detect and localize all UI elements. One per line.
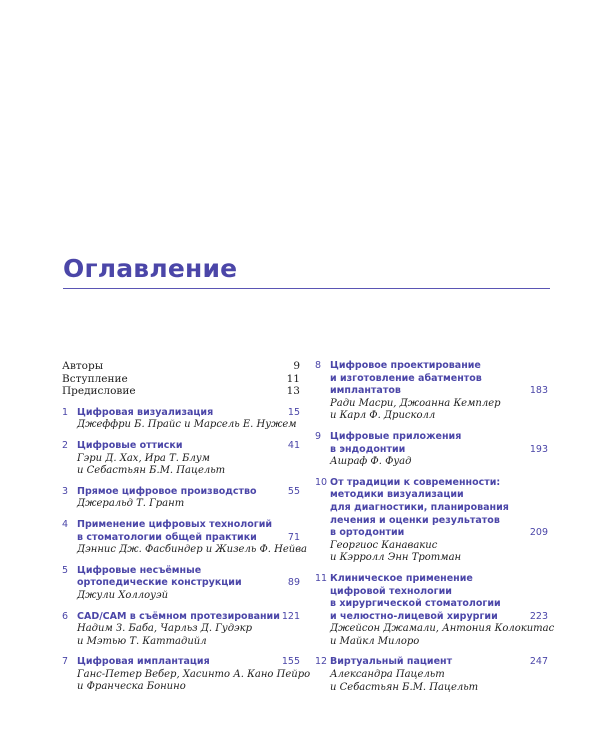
chapter-list-left bbox=[62, 406, 311, 694]
chapter-list-right bbox=[315, 360, 555, 694]
chapter-authors-line: Ашраф Ф. Фуад bbox=[330, 456, 412, 468]
toc-chapter-7[interactable] bbox=[62, 656, 311, 694]
chapter-page-number: 41 bbox=[287, 439, 300, 451]
chapter-body bbox=[77, 440, 274, 478]
front-matter-label: Авторы bbox=[62, 360, 104, 372]
chapter-authors-line: и Мэтью Т. Каттадийл bbox=[77, 635, 207, 647]
chapter-title-line: для диагностики, планирования bbox=[330, 501, 509, 513]
chapter-title bbox=[77, 440, 274, 453]
chapter-page-number: 209 bbox=[529, 527, 548, 539]
chapter-body bbox=[330, 477, 522, 565]
toc-chapter-2[interactable] bbox=[62, 440, 302, 478]
chapter-authors-line: Ради Масри, Джоанна Кемплер bbox=[330, 397, 501, 409]
chapter-title-line: ортопедические конструкции bbox=[77, 577, 242, 589]
chapter-title bbox=[77, 565, 274, 590]
chapter-body bbox=[330, 656, 522, 694]
toc-chapter-5[interactable] bbox=[62, 565, 302, 603]
chapter-authors bbox=[77, 419, 297, 432]
chapter-authors-line: и Франческа Бонино bbox=[77, 681, 186, 693]
toc-chapter-10[interactable] bbox=[315, 477, 550, 565]
toc-chapter-6[interactable] bbox=[62, 611, 302, 649]
page-title: Оглавление bbox=[63, 254, 238, 283]
chapter-number: 4 bbox=[62, 518, 69, 530]
chapter-page-number: 183 bbox=[529, 385, 548, 397]
chapter-authors bbox=[77, 544, 307, 557]
chapter-title-line: Цифровые оттиски bbox=[77, 439, 183, 451]
chapter-authors bbox=[77, 590, 274, 603]
chapter-title-line: CAD/CAM в съёмном протезировании bbox=[77, 610, 280, 622]
chapter-title-line: От традиции к современности: bbox=[330, 476, 501, 488]
chapter-title bbox=[330, 573, 522, 623]
front-matter-list bbox=[62, 360, 302, 398]
chapter-title-line: имплантатов bbox=[330, 385, 401, 397]
chapter-authors bbox=[77, 623, 274, 648]
toc-chapter-9[interactable] bbox=[315, 431, 550, 469]
chapter-title-line: в хирургической стоматологии bbox=[330, 598, 501, 610]
chapter-page-number: 155 bbox=[281, 656, 300, 668]
chapter-page-number: 15 bbox=[287, 406, 300, 418]
title-divider bbox=[63, 288, 550, 289]
chapter-number: 12 bbox=[315, 656, 328, 668]
chapter-authors bbox=[330, 398, 522, 423]
toc-entry-introduction[interactable] bbox=[62, 373, 302, 386]
toc-entry-authors[interactable] bbox=[62, 360, 302, 373]
toc-chapter-12[interactable] bbox=[315, 656, 550, 694]
toc-chapter-1[interactable] bbox=[62, 407, 302, 432]
chapter-authors bbox=[330, 540, 522, 565]
chapter-authors-line: Александра Пацельт bbox=[330, 669, 445, 681]
chapter-authors bbox=[77, 453, 274, 478]
chapter-page-number: 89 bbox=[287, 577, 300, 589]
chapter-authors bbox=[330, 456, 522, 469]
chapter-title bbox=[330, 656, 522, 669]
chapter-title-line: Цифровая визуализация bbox=[77, 406, 214, 418]
chapter-page-number: 55 bbox=[287, 485, 300, 497]
chapter-title-line: в ортодонтии bbox=[330, 527, 405, 539]
chapter-title bbox=[330, 477, 522, 540]
chapter-title-line: Прямое цифровое производство bbox=[77, 485, 257, 497]
toc-chapter-3[interactable] bbox=[62, 486, 302, 511]
toc-chapter-8[interactable] bbox=[315, 360, 550, 423]
chapter-authors-line: и Себастьян Б.М. Пацельт bbox=[330, 681, 479, 693]
chapter-number: 9 bbox=[315, 430, 322, 442]
toc-chapter-11[interactable] bbox=[315, 572, 555, 649]
chapter-number: 8 bbox=[315, 360, 322, 371]
chapter-number: 7 bbox=[62, 656, 69, 668]
chapter-title bbox=[77, 610, 280, 624]
chapter-title bbox=[77, 519, 274, 544]
front-matter-page: 9 bbox=[293, 360, 300, 372]
chapter-number: 1 bbox=[62, 406, 69, 418]
chapter-page-number: 71 bbox=[287, 531, 300, 543]
chapter-authors bbox=[77, 498, 274, 511]
chapter-title-line: и челюстно-лицевой хирургии bbox=[330, 610, 498, 622]
chapter-authors-line: Гэри Д. Хах, Ира Т. Блум bbox=[77, 452, 210, 464]
chapter-authors-line: и Карл Ф. Дрисколл bbox=[330, 410, 436, 422]
chapter-page-number: 193 bbox=[529, 443, 548, 455]
chapter-title-line: методики визуализации bbox=[330, 489, 464, 501]
chapter-number: 11 bbox=[315, 572, 328, 584]
chapter-authors-line: Георгиос Канавакис bbox=[330, 539, 438, 551]
chapter-authors bbox=[77, 668, 311, 694]
chapter-authors-line: Джейсон Джамали, Антония Колокитас bbox=[330, 623, 555, 635]
chapter-title bbox=[77, 407, 274, 420]
chapter-page-number: 223 bbox=[529, 610, 548, 622]
toc-entry-preface[interactable] bbox=[62, 385, 302, 398]
front-matter-label: Вступление bbox=[62, 372, 128, 385]
chapter-authors bbox=[330, 669, 522, 694]
chapter-title-line: Цифровое проектирование bbox=[330, 360, 481, 371]
chapter-title bbox=[330, 431, 522, 456]
chapter-page-number: 121 bbox=[281, 610, 300, 622]
chapter-authors-line: Ганс-Петер Вебер, Хасинто А. Кано Пейро bbox=[77, 668, 311, 680]
chapter-title-line: лечения и оценки результатов bbox=[330, 514, 500, 526]
chapter-authors-line: Джули Холлоуэй bbox=[77, 589, 169, 601]
toc-chapter-4[interactable] bbox=[62, 518, 307, 557]
toc-right-column bbox=[315, 360, 555, 702]
chapter-title-line: Цифровая имплантация bbox=[77, 656, 210, 668]
chapter-title-line: цифровой технологии bbox=[330, 585, 452, 597]
chapter-number: 6 bbox=[62, 610, 69, 622]
front-matter-page: 13 bbox=[286, 385, 300, 398]
chapter-authors-line: Надим З. Баба, Чарльз Д. Гудэкр bbox=[77, 623, 253, 635]
chapter-title bbox=[330, 360, 522, 398]
chapter-body bbox=[330, 360, 522, 423]
chapter-number: 2 bbox=[62, 439, 69, 451]
chapter-body bbox=[77, 565, 274, 603]
chapter-title-line: в стоматологии общей практики bbox=[77, 531, 257, 543]
chapter-title bbox=[77, 656, 274, 669]
chapter-title-line: Виртуальный пациент bbox=[330, 656, 453, 668]
front-matter-page: 11 bbox=[286, 372, 300, 385]
front-matter-label: Предисловие bbox=[62, 385, 136, 398]
chapter-title-line: Клиническое применение bbox=[330, 572, 473, 584]
chapter-authors-line: и Майкл Милоро bbox=[330, 635, 420, 647]
chapter-number: 5 bbox=[62, 564, 69, 576]
chapter-page-number: 247 bbox=[529, 656, 548, 668]
chapter-authors bbox=[330, 623, 555, 648]
chapter-title bbox=[77, 486, 274, 499]
chapter-body bbox=[77, 486, 274, 511]
toc-left-column bbox=[62, 360, 311, 702]
chapter-title-line: Применение цифровых технологий bbox=[77, 518, 273, 530]
chapter-title-line: Цифровые несъёмные bbox=[77, 564, 202, 576]
chapter-body bbox=[77, 610, 280, 649]
chapter-number: 10 bbox=[315, 476, 328, 488]
chapter-title-line: в эндодонтии bbox=[330, 443, 406, 455]
chapter-authors-line: Джеральд Т. Грант bbox=[77, 498, 185, 510]
chapter-body bbox=[330, 431, 522, 469]
chapter-title-line: и изготовление абатментов bbox=[330, 372, 482, 384]
chapter-authors-line: и Кэрролл Энн Тротман bbox=[330, 552, 462, 564]
chapter-authors-line: Джеффри Б. Прайс и Марсель Е. Нужем bbox=[77, 419, 297, 431]
chapter-number: 3 bbox=[62, 485, 69, 497]
chapter-title-line: Цифровые приложения bbox=[330, 430, 462, 442]
chapter-authors-line: и Себастьян Б.М. Пацельт bbox=[77, 465, 226, 477]
chapter-authors-line: Дэннис Дж. Фасбиндер и Жизель Ф. Нейва bbox=[77, 544, 307, 556]
